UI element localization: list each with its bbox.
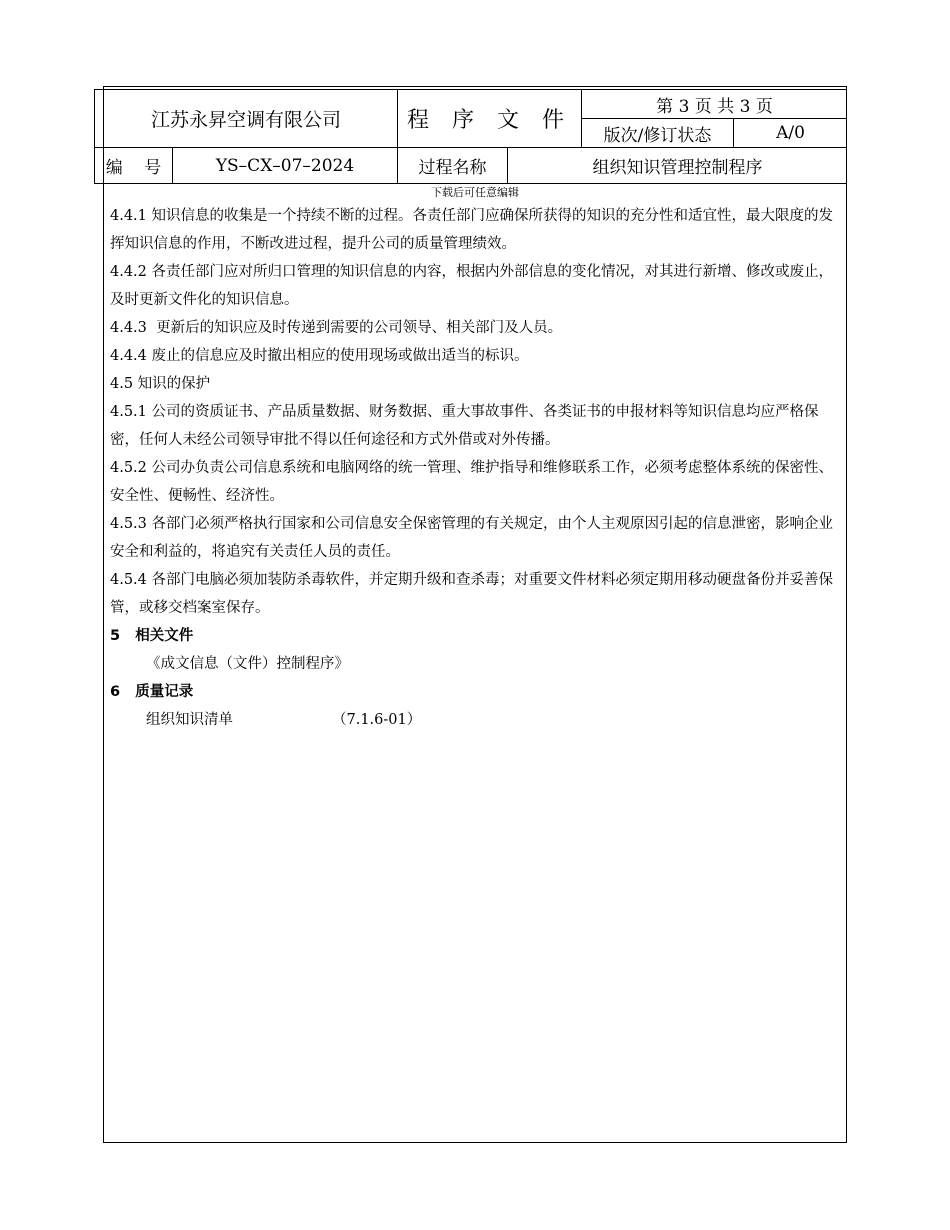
paragraph-4-4-2: 4.4.2 各责任部门应对所归口管理的知识信息的内容，根据内外部信息的变化情况，对其进行新增、修改或废止，及时更新文件化的知识信息。 bbox=[110, 264, 833, 308]
version-value: A/0 bbox=[776, 123, 805, 143]
number-label: 编 号 bbox=[105, 158, 162, 178]
company-name: 江苏永昇空调有限公司 bbox=[150, 109, 341, 131]
process-value: 组织知识管理控制程序 bbox=[592, 158, 763, 178]
page-info: 第 3 页 共 3 页 bbox=[656, 96, 773, 117]
number-value: YS–CX–07–2024 bbox=[215, 155, 355, 176]
paragraph-4-4-3: 4.4.3 更新后的知识应及时传递到需要的公司领导、相关部门及人员。 bbox=[110, 320, 563, 336]
quality-record-item bbox=[110, 706, 845, 734]
quality-record-name: 组织知识清单 bbox=[146, 712, 233, 728]
heading-4-5: 4.5 知识的保护 bbox=[110, 376, 211, 392]
version-label: 版次/修订状态 bbox=[603, 125, 712, 146]
paragraph-4-5-2: 4.5.2 公司办负责公司信息系统和电脑网络的统一管理、维护指导和维修联系工作，必须考虑整体系统的保密性、安全性、便畅性、经济性。 bbox=[110, 460, 833, 504]
section-5-title: 5 相关文件 bbox=[110, 628, 194, 644]
paragraph-4-4-4: 4.4.4 废止的信息应及时撤出相应的使用现场或做出适当的标识。 bbox=[110, 348, 529, 364]
related-document-item: 《成文信息（文件）控制程序》 bbox=[146, 656, 349, 672]
paragraph-4-5-3: 4.5.3 各部门必须严格执行国家和公司信息安全保密管理的有关规定，由个人主观原因引起的信息泄密，影响企业安全和利益的，将追究有关责任人员的责任。 bbox=[110, 516, 833, 560]
paragraph-4-5-1: 4.5.1 公司的资质证书、产品质量数据、财务数据、重大事故事件、各类证书的申报材料等知识信息均应严格保密，任何人未经公司领导审批不得以任何途径和方式外借或对外传播。 bbox=[110, 404, 819, 448]
watermark-text: 下载后可任意编辑 bbox=[431, 186, 519, 199]
document-type: 程 序 文 件 bbox=[407, 108, 572, 133]
paragraph-4-5-4: 4.5.4 各部门电脑必须加装防杀毒软件，并定期升级和查杀毒；对重要文件材料必须定期用移动硬盘备份并妥善保管，或移交档案室保存。 bbox=[110, 572, 833, 616]
section-6-title: 6 质量记录 bbox=[110, 684, 194, 700]
process-label: 过程名称 bbox=[418, 158, 487, 178]
document-body bbox=[110, 202, 845, 734]
paragraph-4-4-1: 4.4.1 知识信息的收集是一个持续不断的过程。各责任部门应确保所获得的知识的充分性和适宜性，最大限度的发挥知识信息的作用，不断改进过程，提升公司的质量管理绩效。 bbox=[110, 208, 833, 252]
quality-record-code: （7.1.6-01） bbox=[332, 712, 422, 728]
